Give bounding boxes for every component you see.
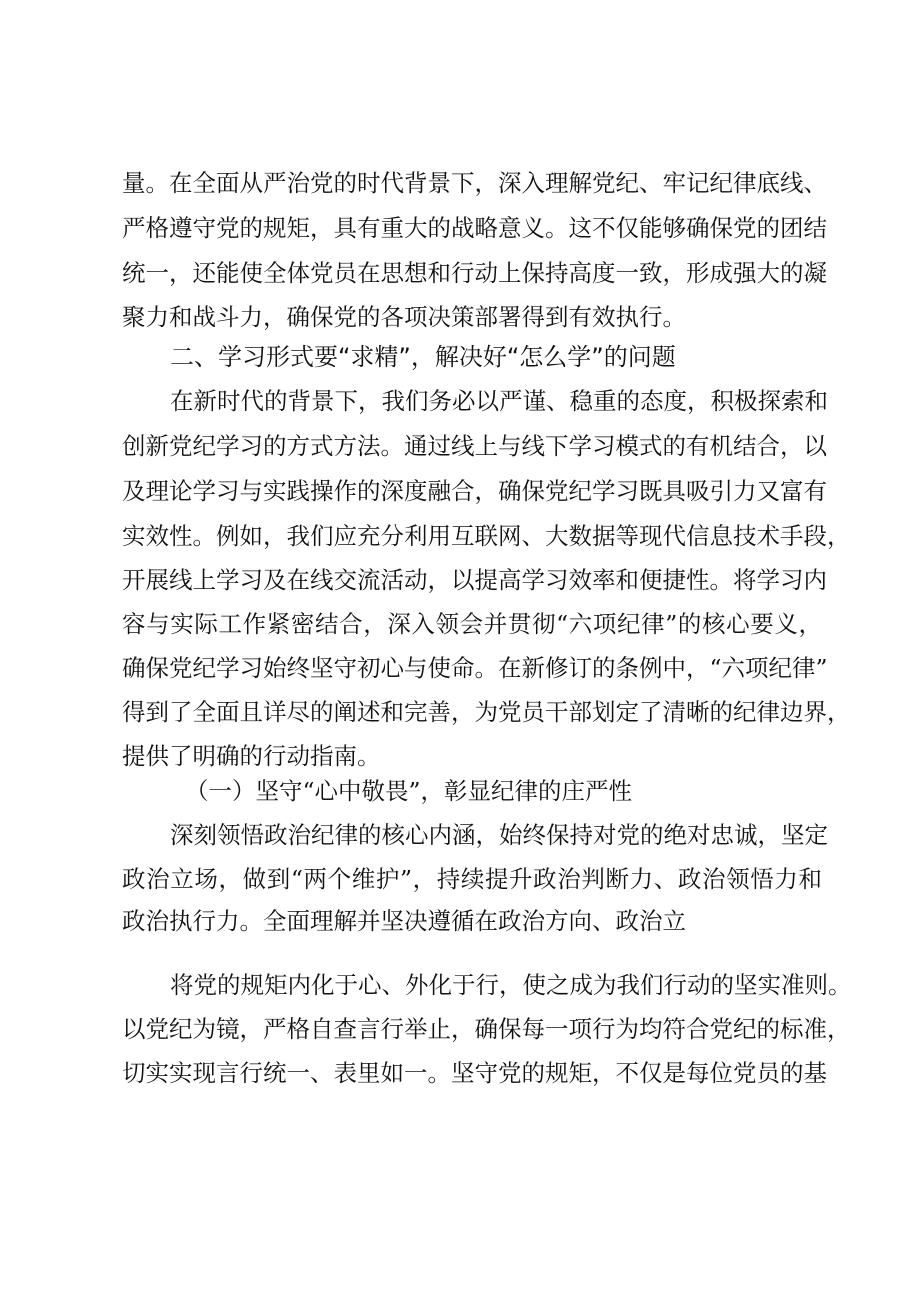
subsection-1-line-3: 政治执行力。全面理解并坚决遵循在政治方向、政治立 xyxy=(122,907,686,935)
subsection-1-line-2: 政治立场，做到“两个维护”，持续提升政治判断力、政治领悟力和 xyxy=(122,865,822,893)
paragraph-1-line-2: 严格遵守党的规矩，具有重大的战略意义。这不仅能够确保党的团结 xyxy=(122,214,827,242)
section-2-line-8: 得到了全面且详尽的阐述和完善，为党员干部划定了清晰的纪律边界， xyxy=(122,698,851,726)
section-2-line-5: 开展线上学习及在线交流活动，以提高学习效率和便捷性。将学习内 xyxy=(122,566,827,594)
paragraph-after-gap-line-3: 切实实现言行统一、表里如一。坚守党的规矩，不仅是每位党员的基 xyxy=(122,1059,827,1087)
paragraph-1-line-3: 统一，还能使全体党员在思想和行动上保持高度一致，形成强大的凝 xyxy=(122,259,827,287)
subsection-1-line-1: 深刻领悟政治纪律的核心内涵，始终保持对党的绝对忠诚，坚定 xyxy=(170,821,828,849)
section-2-line-6: 容与实际工作紧密结合，深入领会并贯彻“六项纪律”的核心要义， xyxy=(122,610,822,638)
section-2-line-3: 及理论学习与实践操作的深度融合，确保党纪学习既具吸引力又富有 xyxy=(122,477,827,505)
section-2-heading: 二、学习形式要“求精”，解决好“怎么学”的问题 xyxy=(170,343,676,371)
subsection-1-heading: （一）坚守“心中敬畏”，彰显纪律的庄严性 xyxy=(185,777,633,805)
section-2-line-7: 确保党纪学习始终坚守初心与使命。在新修订的条例中，“六项纪律” xyxy=(122,654,828,682)
paragraph-1-line-4: 聚力和战斗力，确保党的各项决策部署得到有效执行。 xyxy=(122,303,686,331)
section-2-line-9: 提供了明确的行动指南。 xyxy=(122,742,381,770)
section-2-line-4: 实效性。例如，我们应充分利用互联网、大数据等现代信息技术手段， xyxy=(122,522,851,550)
section-2-line-2: 创新党纪学习的方式方法。通过线上与线下学习模式的有机结合，以 xyxy=(122,432,827,460)
paragraph-1-line-1: 量。在全面从严治党的时代背景下，深入理解党纪、牢记纪律底线、 xyxy=(122,169,827,197)
section-2-line-1: 在新时代的背景下，我们务必以严谨、稳重的态度，积极探索和 xyxy=(170,387,828,415)
paragraph-after-gap-line-1: 将党的规矩内化于心、外化于行，使之成为我们行动的坚实准则。 xyxy=(170,971,852,999)
paragraph-after-gap-line-2: 以党纪为镜，严格自查言行举止，确保每一项行为均符合党纪的标准， xyxy=(122,1015,851,1043)
